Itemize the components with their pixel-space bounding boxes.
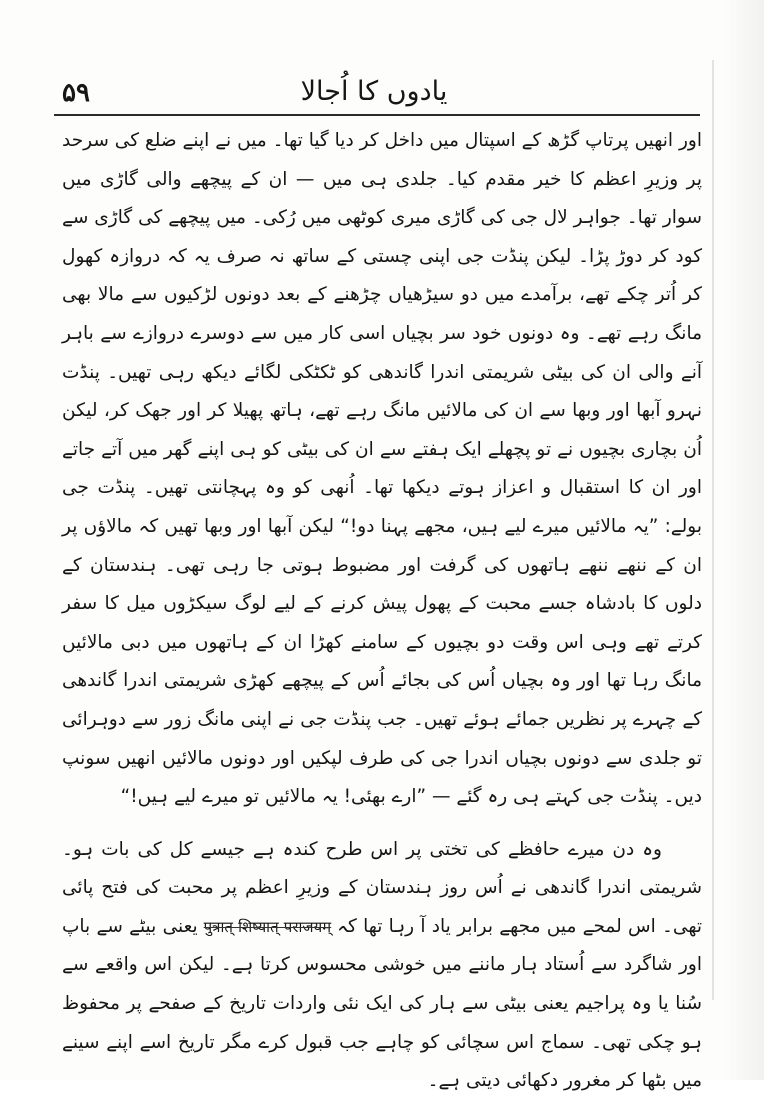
page-number: ۵۹ (62, 78, 90, 108)
paragraph-2-part-2: یعنی بیٹے سے باپ اور شاگرد سے اُستاد ہار ماننے میں خوشی محسوس کرتا ہے۔ لیکن اس واقعے سے سُنا یا وہ پراجیم یعنی بیٹی سے ہار کی ایک نئی واردات تاریخ کے صفحے پر محفوظ ہو چکی تھی۔ سماج اس سچائی کو چاہے جب قبول کرے مگر تاریخ اسے اپنے سینے میں بٹھا کر مغرور دکھائی دیتی ہے۔ (62, 915, 702, 1092)
page-scan-edge (724, 0, 764, 1080)
devanagari-phrase: पुत्रात् शिष्यात् पराजयम् (203, 917, 332, 936)
page-margin-line (712, 60, 714, 1000)
page-header (54, 72, 692, 116)
paragraph-2-part-1: وہ دن میرے حافظے کی تختی پر اس طرح کندہ ہے جیسے کل کی بات ہو۔ شریمتی اندرا گاندھی نے اُس روز ہندستان کے وزیرِ اعظم پر محبت کی فتح پائی تھی۔ اس لمحے میں مجھے برابر یاد آ رہا تھا کہ (62, 838, 702, 937)
header-rule (54, 114, 700, 116)
body-text (62, 122, 702, 1101)
paragraph-2 (62, 831, 702, 1101)
running-title: یادوں کا اُجالا (300, 76, 448, 107)
paragraph-1: اور انھیں پرتاپ گڑھ کے اسپتال میں داخل کر دیا گیا تھا۔ میں نے اپنے ضلع کی سرحد پر وزیرِ اعظم کا خیر مقدم کیا۔ جلدی ہی میں — ان کے پیچھے والی گاڑی میں سوار تھا۔ جواہر لال جی کی گاڑی میری کوٹھی میں رُکی۔ میں پیچھے کی گاڑی سے کود کر دوڑ پڑا۔ لیکن پنڈت جی اپنی چستی کے ساتھ نہ صرف یہ کہ دروازہ کھول کر اُتر چکے تھے، برآمدے میں دو سیڑھیاں چڑھنے کے بعد دونوں لڑکیوں سے مالا بھی مانگ رہے تھے۔ وہ دونوں خود سر بچیاں اسی کار میں سے دوسرے دروازے سے باہر آنے والی ان کی بیٹی شریمتی اندرا گاندھی کو ٹکٹکی لگائے دیکھ رہی تھیں۔ پنڈت نہرو آبھا اور وبھا سے ان کی مالائیں مانگ رہے تھے، ہاتھ پھیلا کر اور جھک کر، لیکن اُن بچاری بچیوں نے تو پچھلے ایک ہفتے سے ان کی بیٹی کو ہی اپنے گھر میں آتے جاتے اور ان کا استقبال و اعزاز ہوتے دیکھا تھا۔ اُنھی کو وہ پہچانتی تھیں۔ پنڈت جی بولے: ”یہ مالائیں میرے لیے ہیں، مجھے پہنا دو!“ لیکن آبھا اور وبھا تھیں کہ مالاؤں پر ان کے ننھے ننھے ہاتھوں کی گرفت اور مضبوط ہوتی جا رہی تھی۔ ہندستان کے دلوں کا بادشاہ جسے محبت کے پھول پیش کرنے کے لیے لوگ سیکڑوں میل کا سفر کرتے تھے وہی اس وقت دو بچیوں کے سامنے کھڑا ان کے ہاتھوں میں دبی مالائیں مانگ رہا تھا اور وہ بچیاں اُس کی بجائے اُس کے پیچھے کھڑی شریمتی اندرا گاندھی کے چہرے پر نظریں جمائے ہوئے تھیں۔ جب پنڈت جی نے اپنی مانگ زور سے دوہرائی تو جلدی سے دونوں بچیاں اندرا جی کی طرف لپکیں اور دونوں مالائیں انھیں سونپ دیں۔ پنڈت جی کہتے ہی رہ گئے — ”ارے بھئی! یہ مالائیں تو میرے لیے ہیں!“ (62, 130, 702, 808)
